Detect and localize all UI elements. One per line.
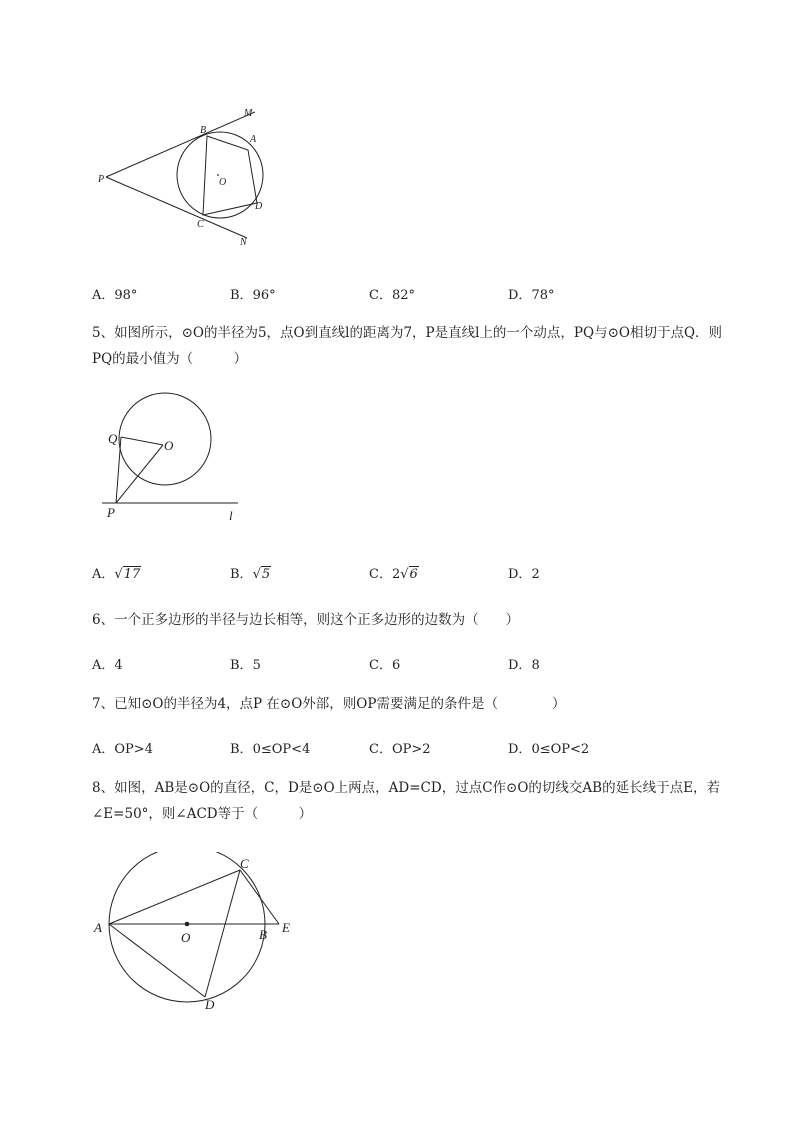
label-e: E <box>282 920 290 935</box>
q6-option-c[interactable]: C．6 <box>369 658 401 673</box>
q7-option-a[interactable]: A．OP>4 <box>92 742 153 757</box>
q5-option-d[interactable]: D．2 <box>508 567 540 582</box>
label-a: A <box>94 920 102 935</box>
segment-po <box>116 445 163 503</box>
label-q: Q <box>108 431 118 446</box>
q6-option-b[interactable]: B．5 <box>230 658 261 673</box>
label-d: D <box>205 997 215 1012</box>
q4-option-c[interactable]: C．82° <box>369 288 415 303</box>
segment-cd <box>205 870 240 997</box>
sqrt: √6 <box>400 567 418 582</box>
q4-option-b[interactable]: B．96° <box>230 288 276 303</box>
q5-option-b[interactable]: B．√5 <box>230 567 271 582</box>
label-c: C <box>197 219 204 230</box>
center-dot <box>185 922 190 927</box>
label-o: O <box>181 930 191 945</box>
q7-options <box>92 738 712 758</box>
figure-q5 <box>95 392 245 522</box>
q5-options <box>92 563 712 583</box>
label-p: P <box>107 505 115 520</box>
q7-option-d[interactable]: D．0≤OP<2 <box>508 742 590 757</box>
q6-option-d[interactable]: D．8 <box>508 658 540 673</box>
label-l: l <box>229 508 233 522</box>
q7-option-b[interactable]: B．0≤OP<4 <box>230 742 311 757</box>
segment-qo <box>121 437 163 445</box>
q5-option-c[interactable]: C．2√6 <box>369 567 418 582</box>
q6-option-a[interactable]: A．4 <box>92 658 123 673</box>
label-b: B <box>200 125 207 136</box>
sqrt: √17 <box>114 567 141 582</box>
question-6-text: 6、一个正多边形的半径与边长相等，则这个正多边形的边数为（ ） <box>92 612 520 628</box>
segment-ac <box>109 870 240 924</box>
sqrt: √5 <box>252 567 271 582</box>
label-b: B <box>259 927 267 942</box>
segment-ad <box>109 924 205 997</box>
tangent-ce <box>240 870 279 924</box>
q7-option-c[interactable]: C．OP>2 <box>369 742 431 757</box>
segment-pq <box>116 437 121 503</box>
label-c: C <box>240 856 249 871</box>
q4-options <box>92 284 712 304</box>
label-o: O <box>219 177 227 188</box>
q4-option-a[interactable]: A．98° <box>92 288 138 303</box>
label-d: D <box>255 201 263 212</box>
quadrilateral-bade <box>203 136 257 215</box>
figure-q8 <box>88 852 298 1012</box>
q4-option-d[interactable]: D．78° <box>508 288 555 303</box>
label-n: N <box>240 237 247 248</box>
q6-options <box>92 654 712 674</box>
circle-o <box>109 852 265 1002</box>
question-7-text: 7、已知⊙O的半径为4，点P 在⊙O外部，则OP需要满足的条件是（ ） <box>92 696 566 712</box>
question-8-text: 8、如图，AB是⊙O的直径，C，D是⊙O上两点，AD=CD，过点C作⊙O的切线交AB的延长线于点E，若∠E=50°，则∠ACD等于（ ） <box>92 780 720 822</box>
figure-q4 <box>90 100 280 255</box>
question-5-text: 5、如图所示，⊙O的半径为5，点O到直线l的距离为7，P是直线l上的一个动点，PQ与⊙O相切于点Q．则PQ的最小值为（ ） <box>92 325 723 367</box>
label-m: M <box>244 108 253 119</box>
label-o: O <box>164 438 174 453</box>
q5-option-a[interactable]: A．√17 <box>92 567 141 582</box>
label-a: A <box>250 134 257 145</box>
label-p: P <box>98 174 105 185</box>
